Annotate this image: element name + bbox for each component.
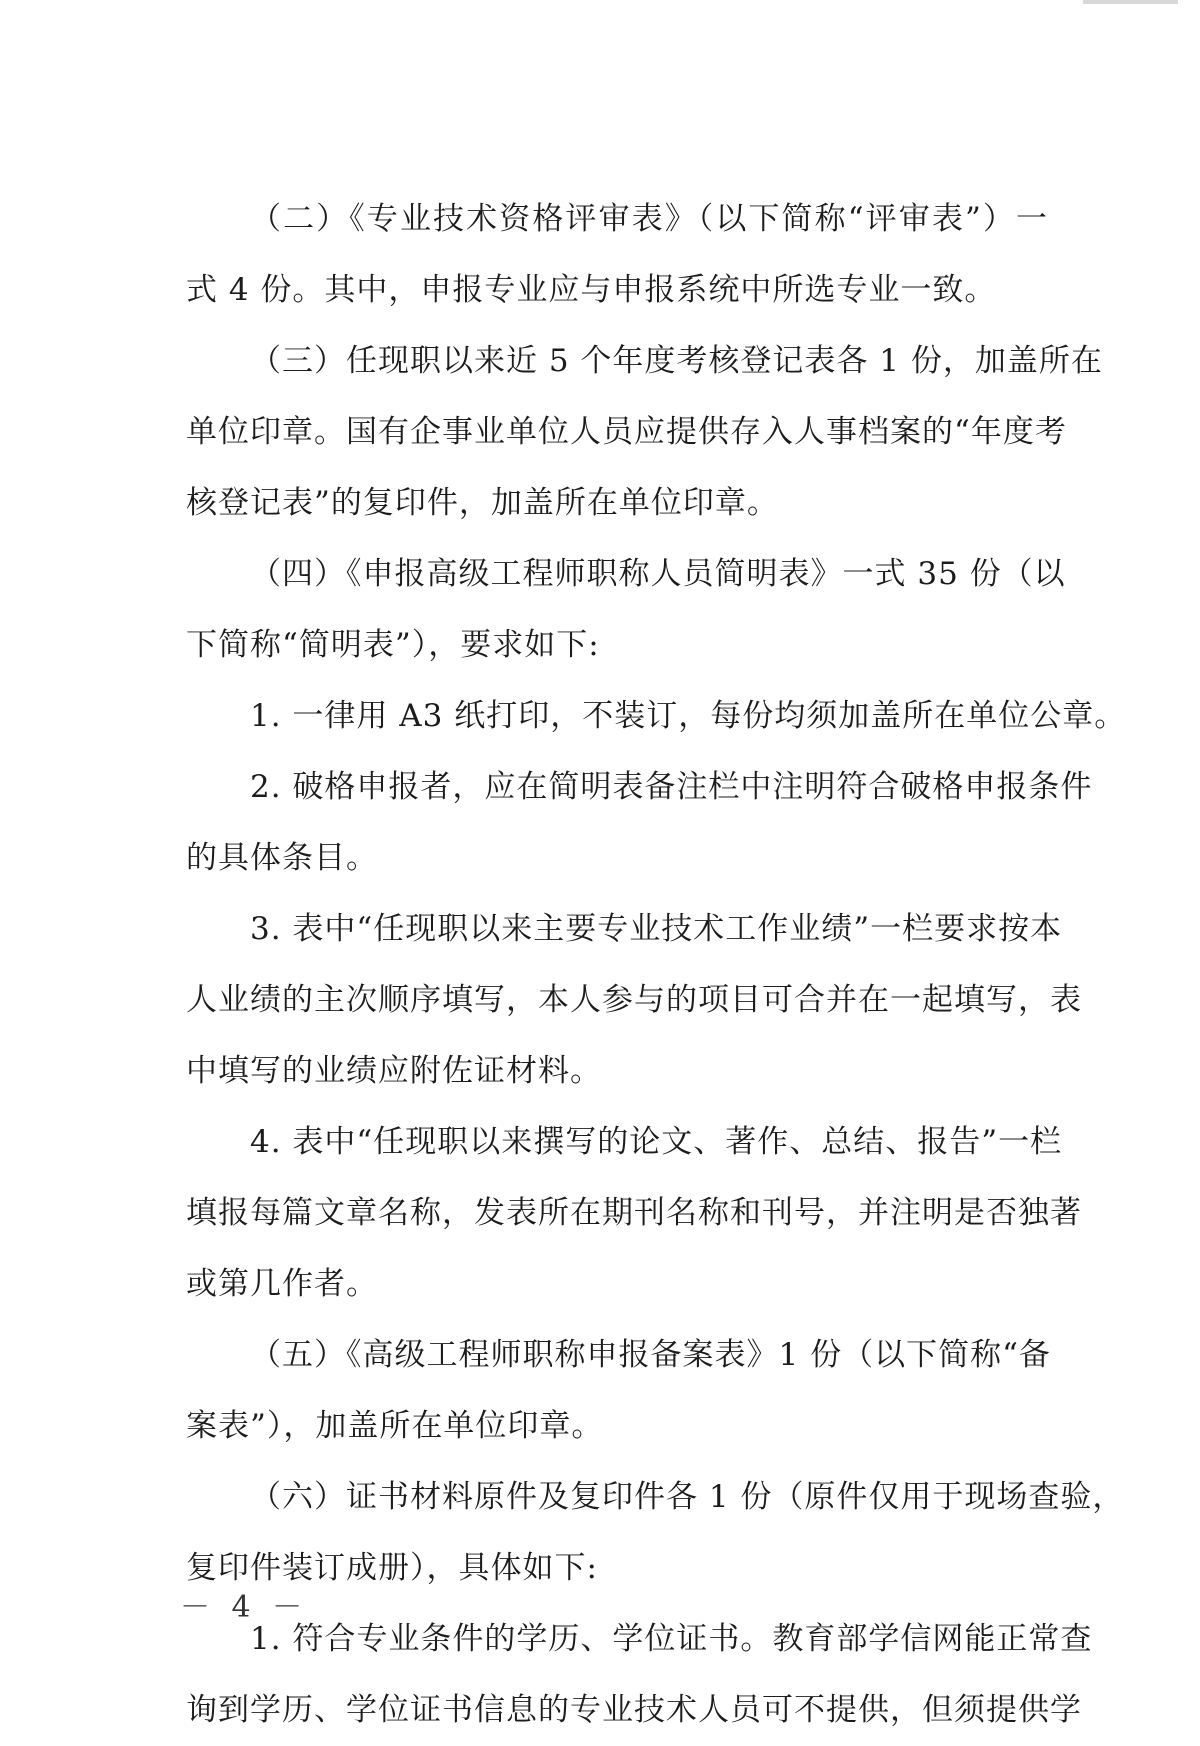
text-line: 人业绩的主次顺序填写，本人参与的项目可合并在一起填写，表 bbox=[186, 982, 1082, 1018]
text-line: 1. 一律用 A3 纸打印，不装订，每份均须加盖所在单位公章。 bbox=[250, 698, 1127, 734]
text-line: 4. 表中“任现职以来撰写的论文、著作、总结、报告”一栏 bbox=[250, 1124, 1063, 1160]
text-line: 案表”），加盖所在单位印章。 bbox=[186, 1408, 604, 1444]
scan-edge-mark bbox=[1083, 0, 1178, 4]
page-number: － 4 － bbox=[180, 1590, 309, 1625]
text-line: 2. 破格申报者，应在简明表备注栏中注明符合破格申报条件 bbox=[250, 769, 1093, 805]
text-line: 询到学历、学位证书信息的专业技术人员可不提供，但须提供学 bbox=[186, 1692, 1082, 1728]
text-line: 填报每篇文章名称，发表所在期刊名称和刊号，并注明是否独著 bbox=[186, 1195, 1082, 1231]
text-line: 复印件装订成册），具体如下: bbox=[186, 1550, 598, 1586]
text-line: 下简称“简明表”），要求如下: bbox=[186, 627, 600, 663]
text-line: 核登记表”的复印件，加盖所在单位印章。 bbox=[186, 485, 779, 521]
text-line: 式 4 份。其中，申报专业应与申报系统中所选专业一致。 bbox=[186, 272, 997, 308]
text-line: （六）证书材料原件及复印件各 1 份（原件仅用于现场查验， bbox=[250, 1479, 1125, 1515]
text-line: 单位印章。国有企事业单位人员应提供存入人事档案的“年度考 bbox=[186, 414, 1067, 450]
text-line: 或第几作者。 bbox=[186, 1266, 378, 1302]
text-line: 的具体条目。 bbox=[186, 840, 378, 876]
text-line: 3. 表中“任现职以来主要专业技术工作业绩”一栏要求按本 bbox=[250, 911, 1063, 947]
text-line: （三）任现职以来近 5 个年度考核登记表各 1 份，加盖所在 bbox=[250, 343, 1103, 379]
text-line: （五）《高级工程师职称申报备案表》1 份（以下简称“备 bbox=[250, 1337, 1051, 1373]
text-line: 中填写的业绩应附佐证材料。 bbox=[186, 1053, 602, 1089]
text-line: （二）《专业技术资格评审表》（以下简称“评审表”）一 bbox=[250, 201, 1048, 237]
text-line: （四）《申报高级工程师职称人员简明表》一式 35 份（以 bbox=[250, 556, 1066, 592]
text-line: 1. 符合专业条件的学历、学位证书。教育部学信网能正常查 bbox=[250, 1621, 1093, 1657]
document-body bbox=[186, 184, 1127, 1746]
